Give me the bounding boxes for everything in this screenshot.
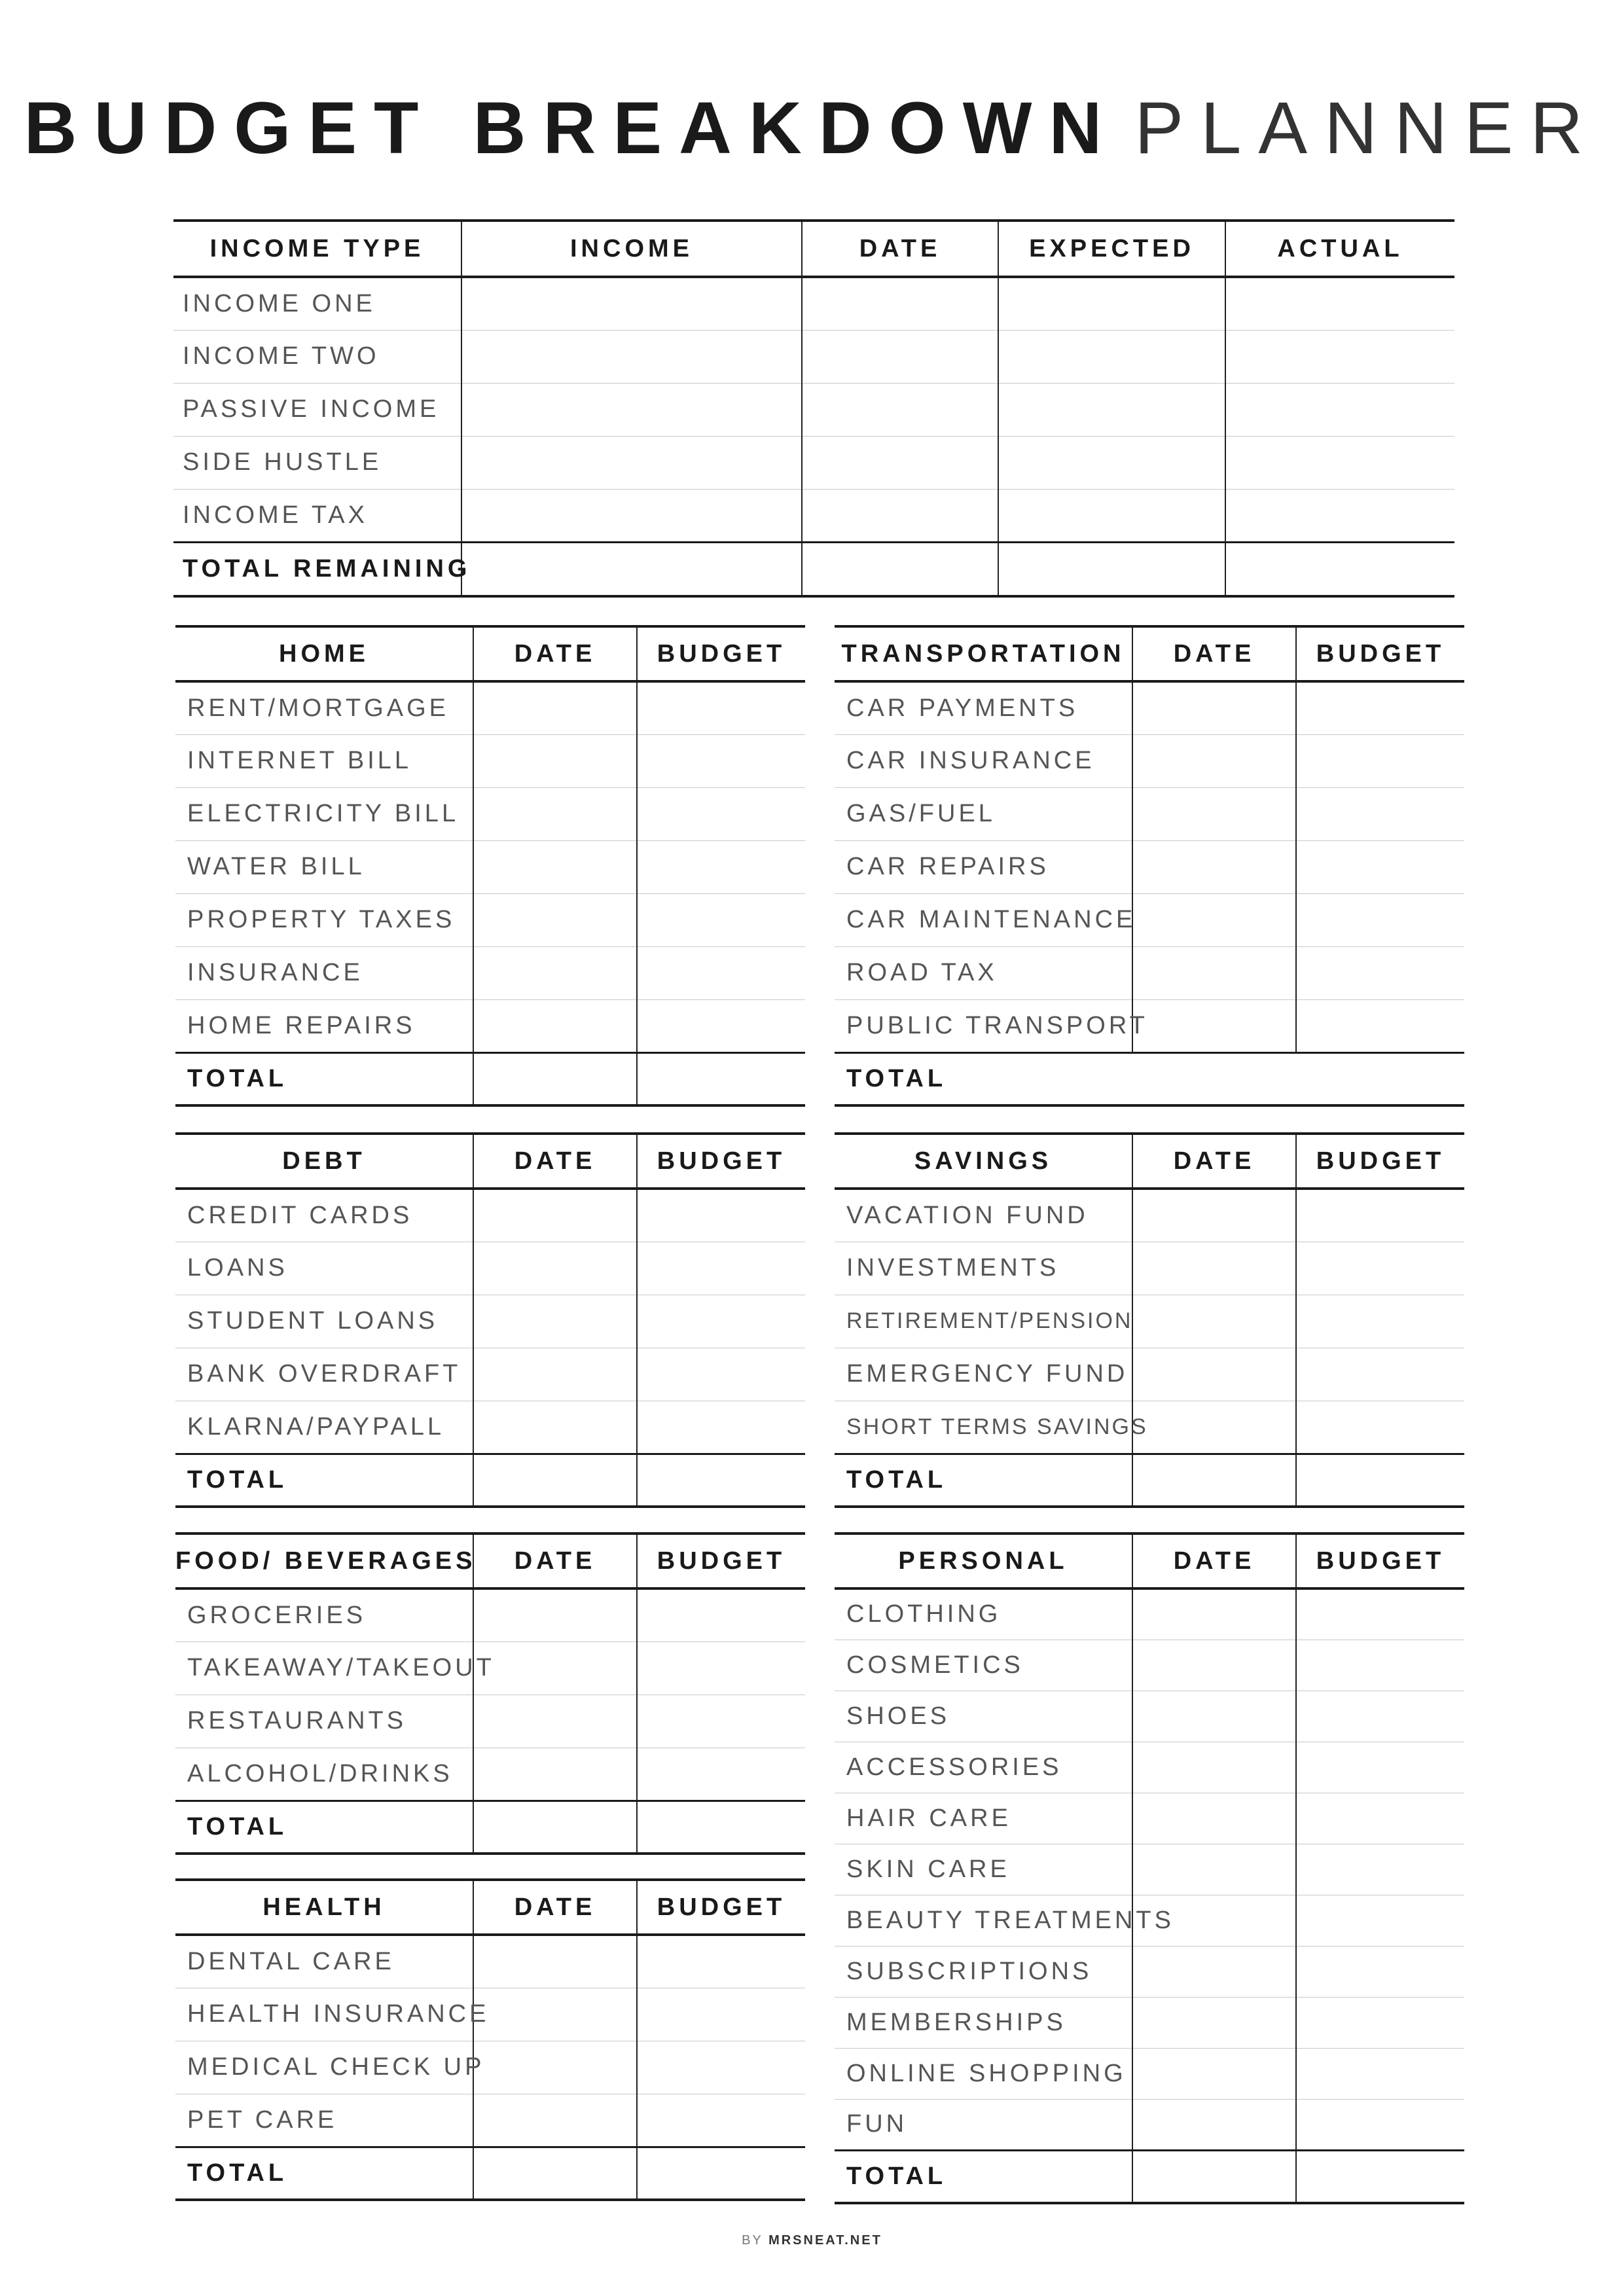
transportation-row-label: PUBLIC TRANSPORT [835,999,1132,1052]
date-header: DATE [1132,1534,1296,1588]
date-total-cell[interactable] [1132,2150,1296,2203]
date-cell[interactable] [1132,1295,1296,1348]
expected-header: EXPECTED [998,221,1225,277]
budget-cell[interactable] [1296,1844,1464,1895]
personal-row-label: HAIR CARE [835,1793,1132,1844]
transportation-row-label: ROAD TAX [835,946,1132,999]
personal-row-label: CLOTHING [835,1588,1132,1640]
date-total-cell[interactable] [802,542,998,596]
date-total-cell[interactable] [473,1454,637,1507]
date-header: DATE [473,626,637,681]
date-cell[interactable] [473,2094,637,2147]
personal-row-label: SKIN CARE [835,1844,1132,1895]
date-cell[interactable] [1132,681,1296,734]
footer-by: BY [742,2233,763,2248]
date-total-cell[interactable] [1132,1454,1296,1507]
savings-header: SAVINGS [835,1134,1132,1189]
home-table [175,625,805,1107]
budget-cell[interactable] [637,1588,805,1641]
date-cell[interactable] [473,2041,637,2094]
transportation-header: TRANSPORTATION [835,626,1132,681]
budget-header: BUDGET [1296,1134,1464,1189]
date-cell[interactable] [1132,1691,1296,1742]
budget-cell[interactable] [1296,1295,1464,1348]
date-header: DATE [473,1880,637,1935]
income-cell[interactable] [461,383,802,436]
debt-row-label: STUDENT LOANS [175,1295,473,1348]
date-cell[interactable] [1132,1348,1296,1401]
date-total-cell[interactable] [473,1052,637,1105]
savings-row-label: RETIREMENT/PENSION [835,1295,1132,1348]
expected-total-cell[interactable] [998,542,1225,596]
personal-header: PERSONAL [835,1534,1132,1588]
total-remaining-label: TOTAL REMAINING [173,542,461,596]
transportation-row-label: CAR REPAIRS [835,840,1132,893]
budget-header: BUDGET [637,1880,805,1935]
date-cell[interactable] [1132,1640,1296,1691]
budget-header: BUDGET [637,1134,805,1189]
actual-cell[interactable] [1225,277,1454,330]
food-beverages-header: FOOD/ BEVERAGES [175,1534,473,1588]
budget-cell[interactable] [1296,893,1464,946]
budget-cell[interactable] [1296,1588,1464,1640]
budget-header: BUDGET [637,1534,805,1588]
date-cell[interactable] [473,893,637,946]
income-table [173,219,1454,598]
savings-row-label: SHORT TERMS SAVINGS [835,1401,1132,1454]
budget-cell[interactable] [1296,999,1464,1052]
budget-cell[interactable] [1296,787,1464,840]
income-cell[interactable] [461,489,802,542]
personal-row-label: SHOES [835,1691,1132,1742]
debt-row-label: CREDIT CARDS [175,1189,473,1242]
budget-total-cell[interactable] [637,2147,805,2200]
expected-cell[interactable] [998,383,1225,436]
income-cell[interactable] [461,436,802,489]
budget-cell[interactable] [1296,1742,1464,1793]
date-header: DATE [473,1134,637,1189]
income-cell[interactable] [461,277,802,330]
budget-header: BUDGET [1296,1534,1464,1588]
date-cell[interactable] [473,734,637,787]
budget-cell[interactable] [637,1988,805,2041]
income-row-label: INCOME TWO [173,330,461,383]
date-cell[interactable] [473,1935,637,1988]
home-row-label: INSURANCE [175,946,473,999]
actual-cell[interactable] [1225,330,1454,383]
budget-total-cell[interactable] [1296,1454,1464,1507]
budget-cell[interactable] [637,1295,805,1348]
budget-cell[interactable] [1296,734,1464,787]
transportation-row-label: CAR MAINTENANCE [835,893,1132,946]
date-header: DATE [473,1534,637,1588]
health-header: HEALTH [175,1880,473,1935]
transportation-table [835,625,1464,1107]
date-cell[interactable] [802,277,998,330]
budget-cell[interactable] [1296,1895,1464,1946]
home-row-label: RENT/MORTGAGE [175,681,473,734]
title-light: PLANNER [1134,87,1600,169]
date-cell[interactable] [473,840,637,893]
food-total-label: TOTAL [175,1801,473,1854]
budget-cell[interactable] [1296,840,1464,893]
date-cell[interactable] [1132,2099,1296,2150]
budget-cell[interactable] [1296,2048,1464,2099]
budget-cell[interactable] [637,946,805,999]
income-total-cell[interactable] [461,542,802,596]
date-cell[interactable] [473,1988,637,2041]
budget-cell[interactable] [637,2041,805,2094]
page-title [0,87,1624,169]
budget-cell[interactable] [1296,681,1464,734]
budget-cell[interactable] [1296,1997,1464,2048]
income-header: INCOME [461,221,802,277]
footer-brand: MRSNEAT.NET [768,2233,882,2248]
home-row-label: WATER BILL [175,840,473,893]
date-cell[interactable] [473,1748,637,1801]
debt-table [175,1132,805,1508]
personal-row-label: COSMETICS [835,1640,1132,1691]
debt-header: DEBT [175,1134,473,1189]
date-cell[interactable] [473,1295,637,1348]
date-cell[interactable] [473,1242,637,1295]
budget-cell[interactable] [637,893,805,946]
personal-table [835,1532,1464,2204]
date-cell[interactable] [473,1588,637,1641]
actual-header: ACTUAL [1225,221,1454,277]
savings-row-label: INVESTMENTS [835,1242,1132,1295]
budget-cell[interactable] [637,1641,805,1695]
food-row-label: TAKEAWAY/TAKEOUT [175,1641,473,1695]
actual-cell[interactable] [1225,436,1454,489]
date-cell[interactable] [1132,1793,1296,1844]
budget-cell[interactable] [1296,1946,1464,1997]
date-cell[interactable] [802,383,998,436]
home-row-label: INTERNET BILL [175,734,473,787]
transportation-total-label: TOTAL [835,1052,1464,1105]
date-cell[interactable] [1132,893,1296,946]
date-cell[interactable] [1132,1742,1296,1793]
budget-cell[interactable] [637,1748,805,1801]
date-cell[interactable] [473,681,637,734]
footer-credit [0,2233,1624,2248]
date-cell[interactable] [1132,1997,1296,2048]
food-beverages-table [175,1532,805,1855]
transportation-row-label: CAR INSURANCE [835,734,1132,787]
date-header: DATE [1132,1134,1296,1189]
budget-total-cell[interactable] [637,1454,805,1507]
date-total-cell[interactable] [473,1801,637,1854]
date-cell[interactable] [1132,1844,1296,1895]
health-row-label: HEALTH INSURANCE [175,1988,473,2041]
date-cell[interactable] [1132,2048,1296,2099]
food-row-label: ALCOHOL/DRINKS [175,1748,473,1801]
date-cell[interactable] [1132,1946,1296,1997]
budget-cell[interactable] [637,734,805,787]
health-row-label: PET CARE [175,2094,473,2147]
date-cell[interactable] [473,1348,637,1401]
date-cell[interactable] [473,787,637,840]
date-header: DATE [802,221,998,277]
budget-cell[interactable] [637,840,805,893]
budget-total-cell[interactable] [1296,2150,1464,2203]
budget-cell[interactable] [637,681,805,734]
budget-cell[interactable] [1296,1189,1464,1242]
date-cell[interactable] [1132,1588,1296,1640]
date-cell[interactable] [802,436,998,489]
budget-cell[interactable] [637,2094,805,2147]
actual-cell[interactable] [1225,489,1454,542]
debt-row-label: BANK OVERDRAFT [175,1348,473,1401]
date-cell[interactable] [473,999,637,1052]
income-row-label: INCOME ONE [173,277,461,330]
debt-row-label: KLARNA/PAYPALL [175,1401,473,1454]
food-row-label: GROCERIES [175,1588,473,1641]
budget-cell[interactable] [1296,946,1464,999]
personal-row-label: ONLINE SHOPPING [835,2048,1132,2099]
date-cell[interactable] [1132,999,1296,1052]
budget-cell[interactable] [637,1695,805,1748]
transportation-row-label: CAR PAYMENTS [835,681,1132,734]
date-cell[interactable] [802,489,998,542]
budget-cell[interactable] [637,999,805,1052]
actual-total-cell[interactable] [1225,542,1454,596]
income-row-label: INCOME TAX [173,489,461,542]
debt-row-label: LOANS [175,1242,473,1295]
budget-cell[interactable] [1296,1793,1464,1844]
budget-total-cell[interactable] [637,1801,805,1854]
budget-cell[interactable] [1296,1691,1464,1742]
health-total-label: TOTAL [175,2147,473,2200]
date-cell[interactable] [1132,1401,1296,1454]
date-cell[interactable] [1132,840,1296,893]
title-bold: BUDGET BREAKDOWN [24,87,1119,169]
income-type-header: INCOME TYPE [173,221,461,277]
budget-cell[interactable] [637,1242,805,1295]
home-header: HOME [175,626,473,681]
budget-cell[interactable] [1296,1242,1464,1295]
budget-cell[interactable] [637,787,805,840]
savings-row-label: EMERGENCY FUND [835,1348,1132,1401]
income-cell[interactable] [461,330,802,383]
actual-cell[interactable] [1225,383,1454,436]
personal-row-label: SUBSCRIPTIONS [835,1946,1132,1997]
personal-row-label: BEAUTY TREATMENTS [835,1895,1132,1946]
date-cell[interactable] [1132,734,1296,787]
personal-row-label: MEMBERSHIPS [835,1997,1132,2048]
budget-cell[interactable] [637,1401,805,1454]
expected-cell[interactable] [998,277,1225,330]
income-row-label: SIDE HUSTLE [173,436,461,489]
date-cell[interactable] [1132,1242,1296,1295]
home-row-label: HOME REPAIRS [175,999,473,1052]
date-cell[interactable] [473,946,637,999]
budget-total-cell[interactable] [637,1052,805,1105]
budget-cell[interactable] [637,1189,805,1242]
date-cell[interactable] [473,1401,637,1454]
budget-cell[interactable] [1296,1640,1464,1691]
savings-table [835,1132,1464,1508]
date-cell[interactable] [1132,1189,1296,1242]
expected-cell[interactable] [998,436,1225,489]
savings-row-label: VACATION FUND [835,1189,1132,1242]
budget-cell[interactable] [637,1935,805,1988]
date-cell[interactable] [1132,787,1296,840]
health-row-label: MEDICAL CHECK UP [175,2041,473,2094]
savings-total-label: TOTAL [835,1454,1132,1507]
budget-header: BUDGET [637,626,805,681]
debt-total-label: TOTAL [175,1454,473,1507]
expected-cell[interactable] [998,330,1225,383]
home-row-label: PROPERTY TAXES [175,893,473,946]
home-total-label: TOTAL [175,1052,473,1105]
budget-cell[interactable] [637,1348,805,1401]
expected-cell[interactable] [998,489,1225,542]
date-cell[interactable] [802,330,998,383]
budget-cell[interactable] [1296,2099,1464,2150]
income-row-label: PASSIVE INCOME [173,383,461,436]
date-header: DATE [1132,626,1296,681]
personal-row-label: ACCESSORIES [835,1742,1132,1793]
date-total-cell[interactable] [473,2147,637,2200]
personal-total-label: TOTAL [835,2150,1132,2203]
personal-row-label: FUN [835,2099,1132,2150]
budget-header: BUDGET [1296,626,1464,681]
food-row-label: RESTAURANTS [175,1695,473,1748]
date-cell[interactable] [473,1641,637,1695]
health-row-label: DENTAL CARE [175,1935,473,1988]
date-cell[interactable] [473,1695,637,1748]
health-table [175,1878,805,2201]
date-cell[interactable] [1132,946,1296,999]
transportation-row-label: GAS/FUEL [835,787,1132,840]
date-cell[interactable] [473,1189,637,1242]
home-row-label: ELECTRICITY BILL [175,787,473,840]
budget-cell[interactable] [1296,1401,1464,1454]
budget-cell[interactable] [1296,1348,1464,1401]
